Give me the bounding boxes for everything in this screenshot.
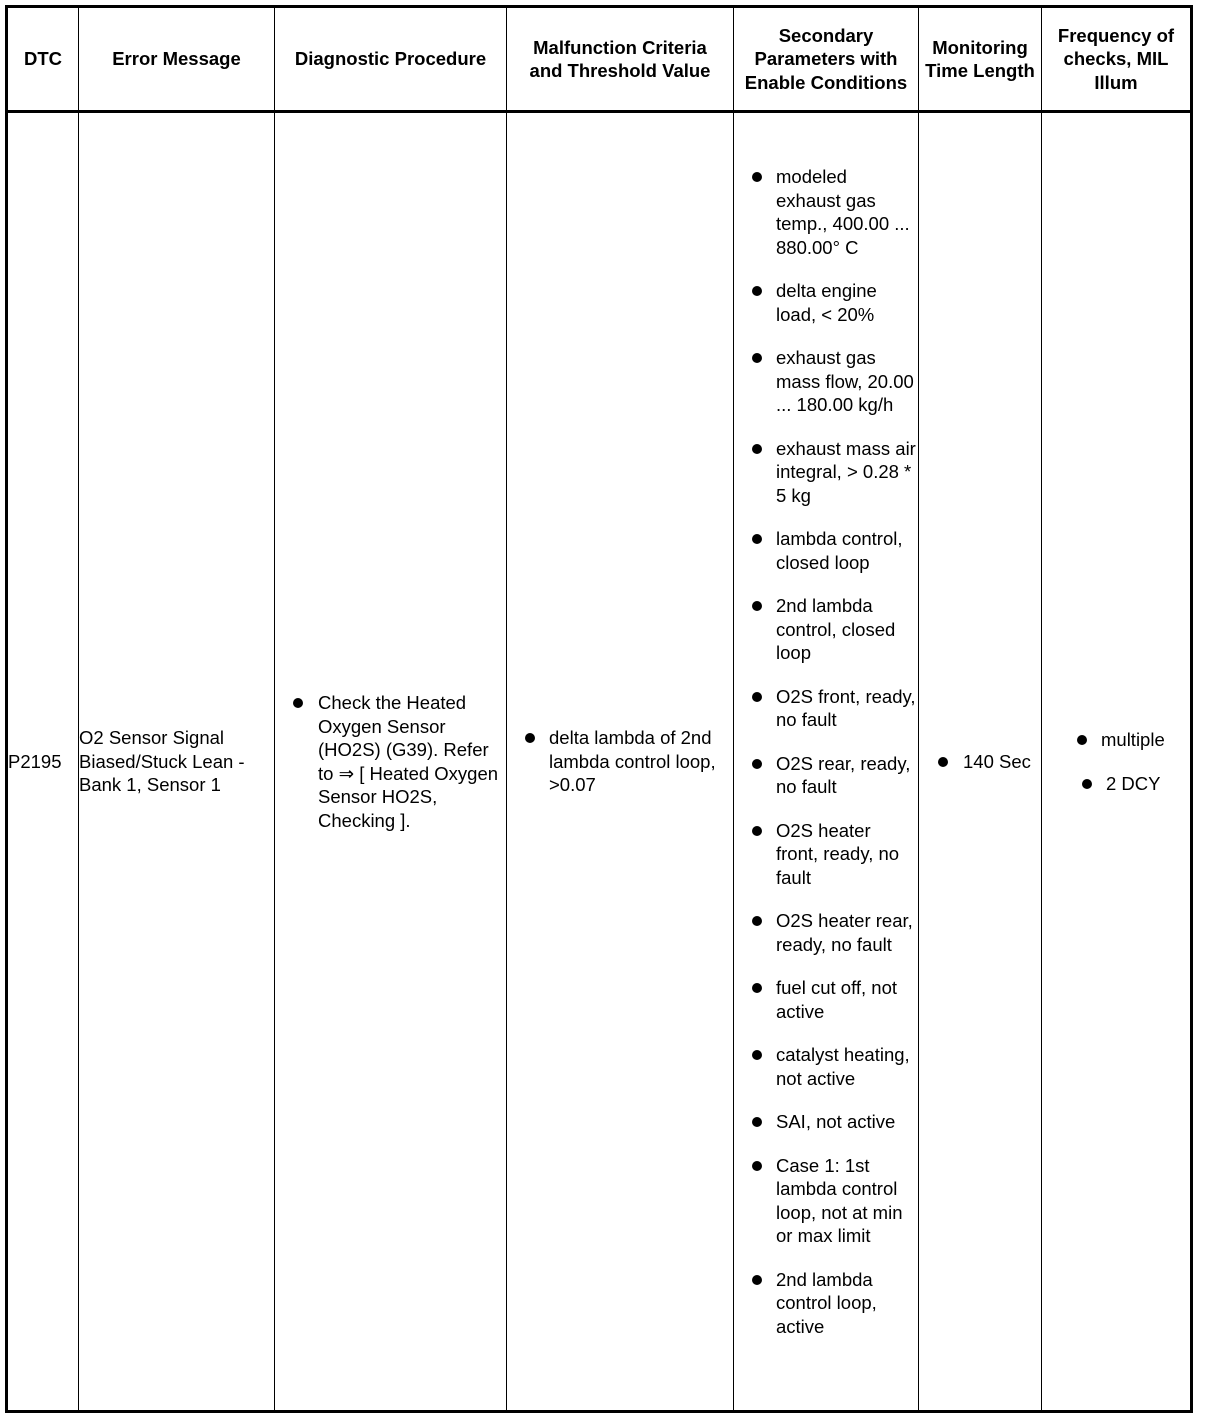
cell-dtc-code: P2195 [7, 112, 79, 1412]
secondary-parameter-item: delta engine load, < 20% [734, 279, 918, 326]
monitoring-time-item: 140 Sec [919, 750, 1041, 774]
header-dtc: DTC [7, 7, 79, 112]
header-frequency: Frequency of checks, MIL Illum [1042, 7, 1192, 112]
dtc-table [5, 5, 1193, 1413]
criteria-item: delta lambda of 2nd lambda control loop, >0.07 [507, 726, 733, 797]
table-row [7, 112, 1192, 1412]
procedure-item: Check the Heated Oxygen Sensor (HO2S) (G39). Refer to ⇒ [ Heated Oxygen Sensor HO2S, Checking ]. [275, 691, 506, 832]
header-diagnostic-procedure: Diagnostic Procedure [275, 7, 507, 112]
secondary-parameter-item: lambda control, closed loop [734, 527, 918, 574]
secondary-parameter-item: exhaust mass air integral, > 0.28 * 5 kg [734, 437, 918, 508]
cell-secondary-parameters [734, 112, 919, 1412]
cell-error-message: O2 Sensor Signal Biased/Stuck Lean - Bank 1, Sensor 1 [79, 112, 275, 1412]
header-malfunction-criteria: Malfunction Criteria and Threshold Value [507, 7, 734, 112]
secondary-parameter-item: exhaust gas mass flow, 20.00 ... 180.00 kg/h [734, 346, 918, 417]
secondary-parameter-item: O2S heater front, ready, no fault [734, 819, 918, 890]
secondary-parameter-item: 2nd lambda control, closed loop [734, 594, 918, 665]
secondary-parameter-item: O2S front, ready, no fault [734, 685, 918, 732]
secondary-parameter-item: 2nd lambda control loop, active [734, 1268, 918, 1339]
cell-frequency [1042, 112, 1192, 1412]
header-secondary-parameters: Secondary Parameters with Enable Conditions [734, 7, 919, 112]
secondary-parameter-item: O2S rear, ready, no fault [734, 752, 918, 799]
secondary-parameter-item: SAI, not active [734, 1110, 918, 1134]
frequency-item: multiple [1076, 728, 1176, 752]
header-error-message: Error Message [79, 7, 275, 112]
cell-monitoring-time [919, 112, 1042, 1412]
frequency-item: 2 DCY [1076, 772, 1176, 796]
secondary-parameter-item: O2S heater rear, ready, no fault [734, 909, 918, 956]
secondary-parameter-item: Case 1: 1st lambda control loop, not at min or max limit [734, 1154, 918, 1248]
secondary-parameter-item: fuel cut off, not active [734, 976, 918, 1023]
cell-diagnostic-procedure [275, 112, 507, 1412]
header-monitoring-time: Monitoring Time Length [919, 7, 1042, 112]
header-row [7, 7, 1192, 112]
secondary-parameter-item: modeled exhaust gas temp., 400.00 ... 880.00° C [734, 165, 918, 259]
secondary-parameter-item: catalyst heating, not active [734, 1043, 918, 1090]
cell-malfunction-criteria [507, 112, 734, 1412]
